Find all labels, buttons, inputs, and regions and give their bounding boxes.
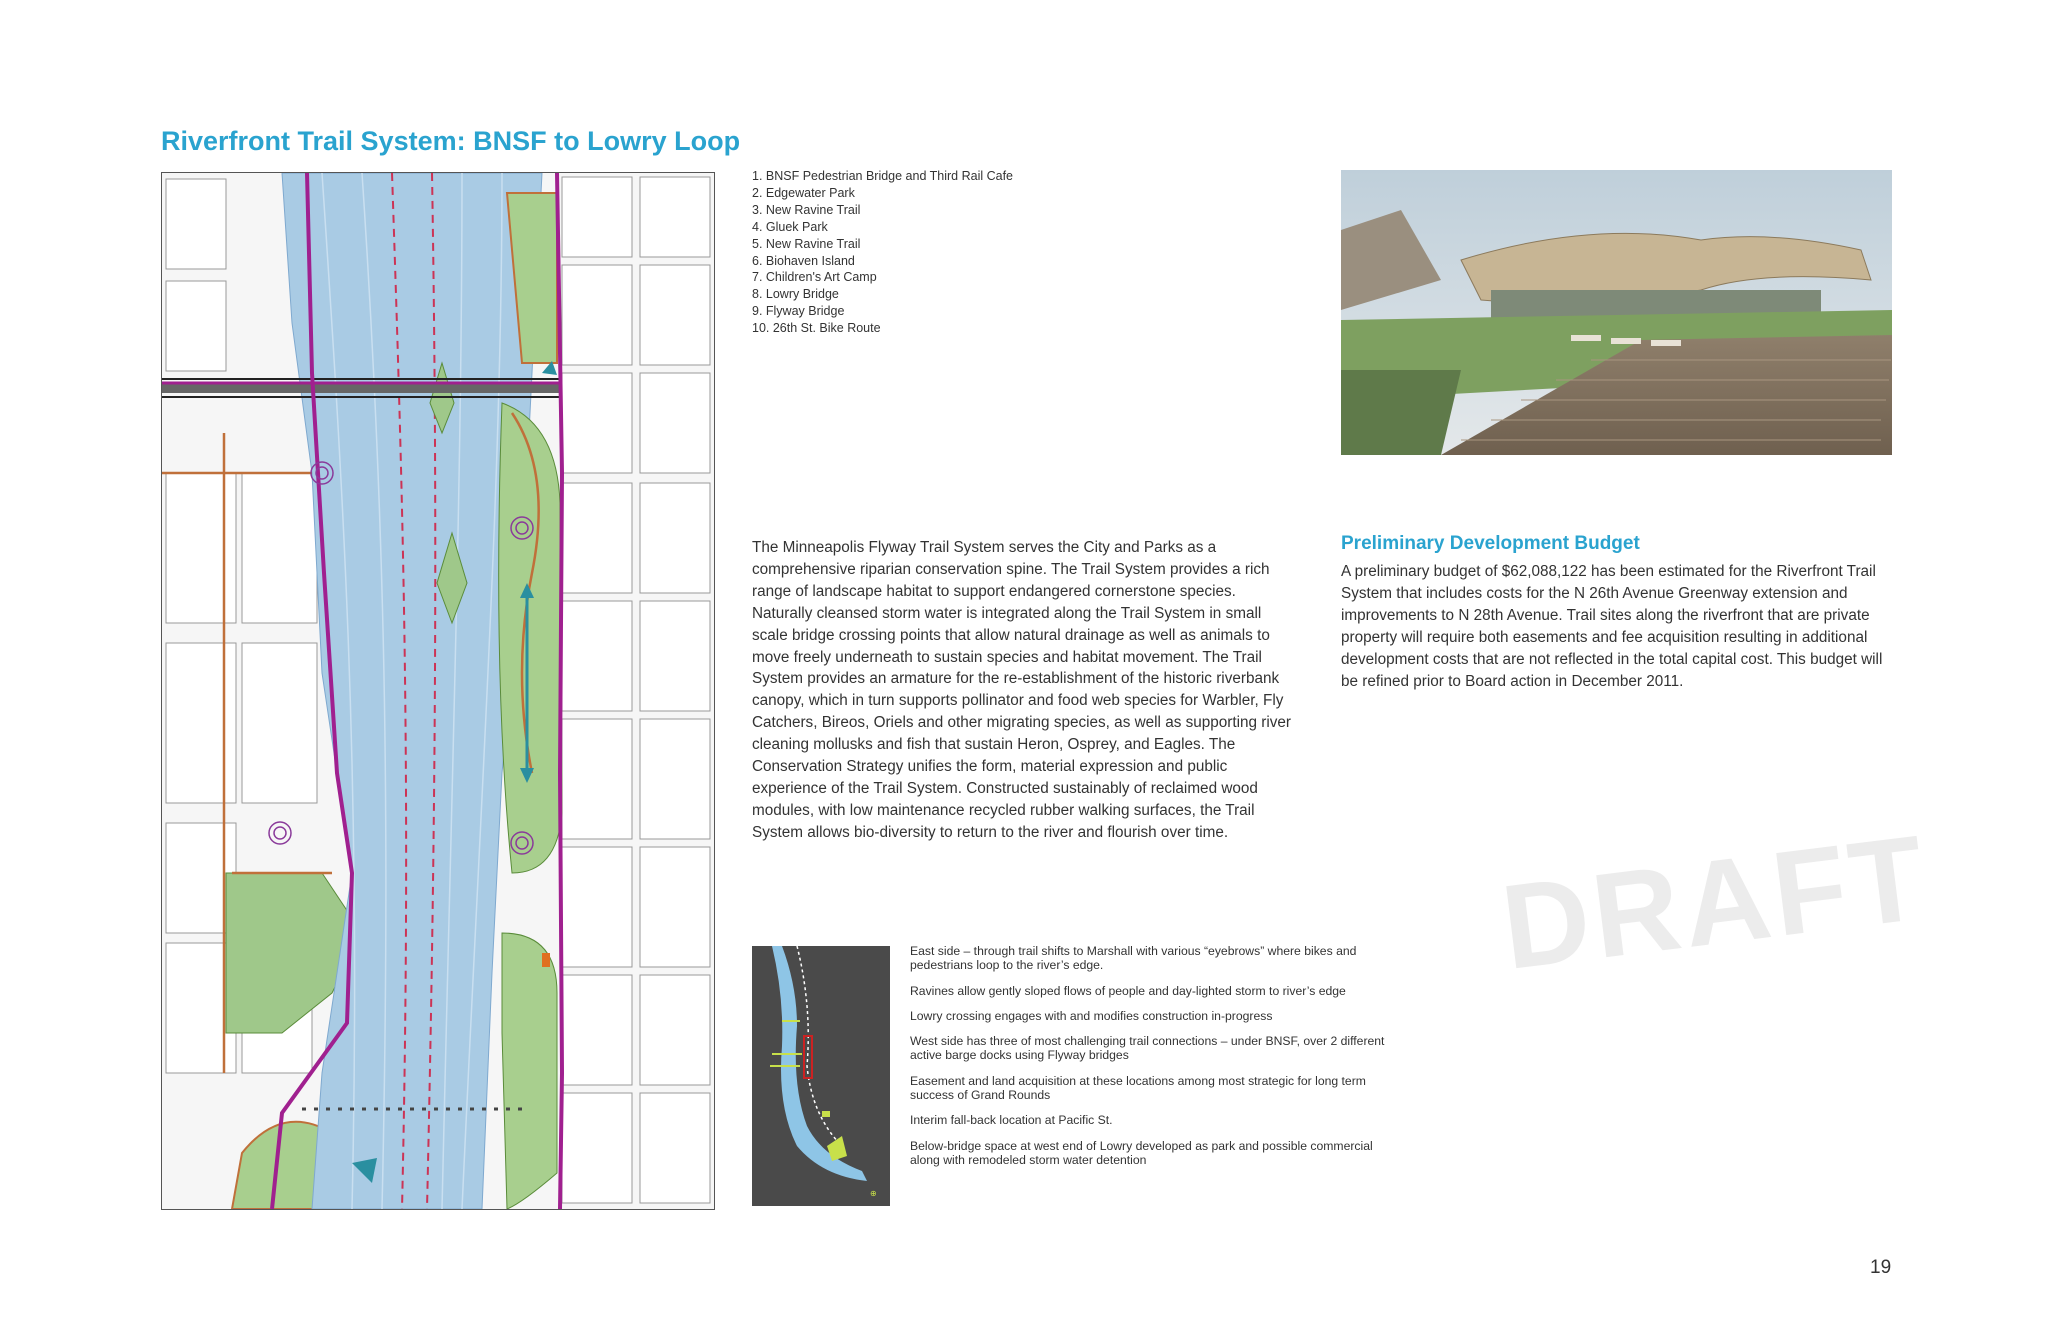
svg-text:⊕: ⊕	[870, 1189, 877, 1198]
legend-item: 3. New Ravine Trail	[752, 202, 861, 217]
key-map	[752, 946, 890, 1206]
site-plan-map	[161, 172, 715, 1210]
flyway-description: The Minneapolis Flyway Trail System serves the City and Parks as a comprehensive riparian conservation spine. The Trail System provides a rich range of landscape habitat to support endangered cornerstone species. Naturally cleansed storm water is integrated along the Trail System in small scale bridge crossing points that allow natural drainage as well as animals to move freely underneath to sustain species and habitat movement. The Trail System provides an armature for the re-establishment of the historic riverbank canopy, which in turn supports pollinator and food web species for Warbler, Fly Catchers, Bireos, Oriels and other migrating species, as well as supporting river cleaning mollusks and fish that sustain Heron, Osprey, and Eagles. The Conservation Strategy unifies the form, material expression and public experience of the Trail System. Constructed sustainably of reclaimed wood modules, with low maintenance recycled rubber walking surfaces, the Trail System allows bio-diversity to return to the river and flourish over time.	[752, 539, 1292, 841]
draft-watermark: DRAFT	[1495, 809, 1935, 995]
east-park	[499, 403, 562, 873]
note-item: West side has three of most challenging trail connections – under BNSF, over 2 different active barge docks using Flyway bridges	[910, 1034, 1385, 1063]
key-map-drawing	[752, 946, 890, 1206]
legend-item: 10. 26th St. Bike Route	[752, 321, 881, 336]
note-item: Easement and land acquisition at these locations among most strategic for long term success of Grand Rounds	[910, 1073, 1366, 1103]
key-map-notes	[910, 944, 1390, 1178]
note-item: Interim fall-back location at Pacific St.	[910, 1113, 1113, 1128]
legend-item: 6. Biohaven Island	[752, 253, 855, 268]
budget-text: A preliminary budget of $62,088,122 has been estimated for the Riverfront Trail System that includes costs for the N 26th Avenue Greenway extension and improvements to N 28th Avenue. Trail sites along the riverfront that are private property will require both easements and fee acquisition resulting in additional development costs that are not reflected in the total capital cost. This budget will be refined prior to Board action in December 2011.	[1341, 563, 1883, 690]
budget-heading: Preliminary Development Budget	[1341, 533, 1640, 554]
legend-item: 8. Lowry Bridge	[752, 287, 839, 302]
legend-item: 7. Children's Art Camp	[752, 270, 877, 285]
cafe-rendering-image	[1341, 170, 1892, 455]
rendering-illustration	[1341, 170, 1892, 455]
southeast-park	[502, 933, 557, 1209]
legend-item: 4. Gluek Park	[752, 219, 828, 234]
page-title: Riverfront Trail System: BNSF to Lowry Loop	[161, 126, 741, 156]
note-item: Lowry crossing engages with and modifies construction in-progress	[910, 1008, 1273, 1023]
note-item: Ravines allow gently sloped flows of people and day-lighted storm to river’s edge	[910, 983, 1346, 998]
legend-item: 5. New Ravine Trail	[752, 236, 861, 251]
map-legend	[752, 168, 1013, 337]
site-plan-drawing	[162, 173, 714, 1209]
legend-item: 9. Flyway Bridge	[752, 304, 845, 319]
note-item: East side – through trail shifts to Marshall with various “eyebrows” where bikes and pedestrians loop to the river’s edge.	[910, 944, 1357, 973]
legend-item: 1. BNSF Pedestrian Bridge and Third Rail Cafe	[752, 169, 1014, 183]
legend-item: 2. Edgewater Park	[752, 185, 855, 200]
page-number: 19	[1870, 1257, 1892, 1278]
note-item: Below-bridge space at west end of Lowry developed as park and possible commercial along with remodeled storm water detention	[910, 1138, 1373, 1167]
